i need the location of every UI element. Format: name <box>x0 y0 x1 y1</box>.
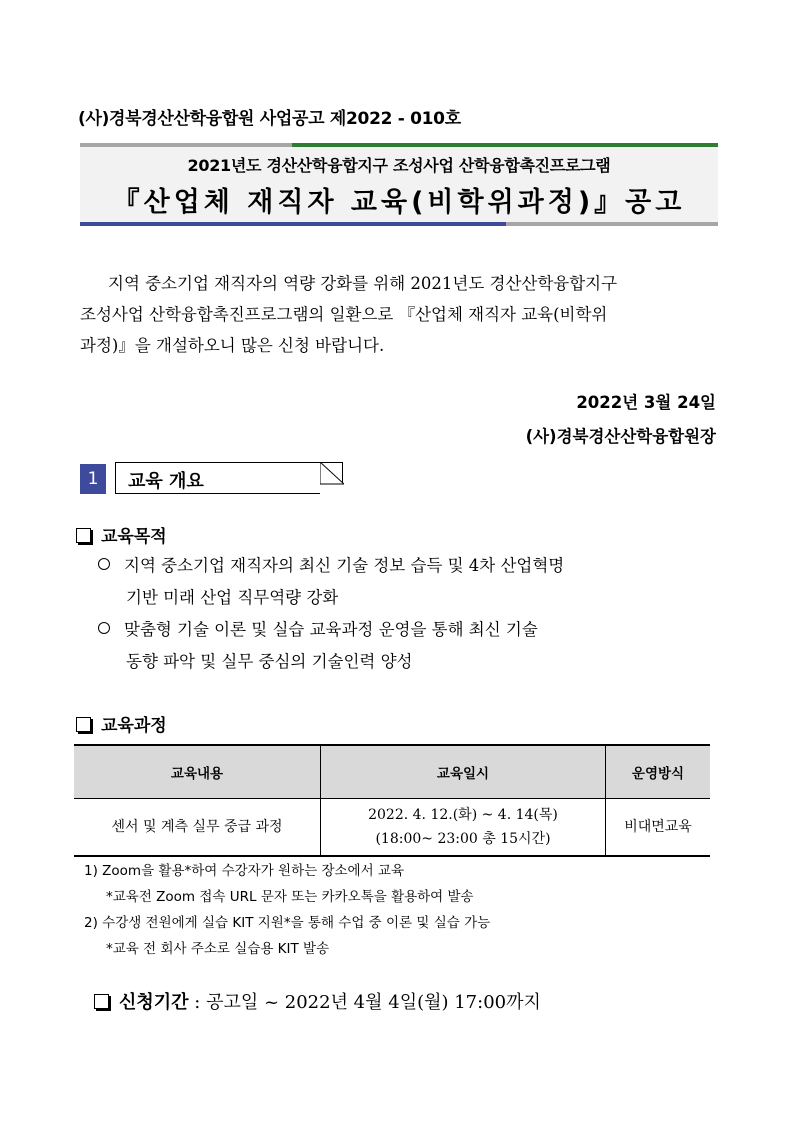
column-header-schedule: 교육일시 <box>321 745 606 799</box>
intro-line: 조성사업 산학융합촉진프로그램의 일환으로 『산업체 재직자 교육(비학위 <box>80 305 608 324</box>
program-subtitle: 2021년도 경산산학융합지구 조성사업 산학융합촉진프로그램 <box>187 156 611 175</box>
title-bottom-bar-gray <box>506 222 718 226</box>
course-heading <box>76 711 167 736</box>
course-method-cell: 비대면교육 <box>606 799 711 857</box>
intro-line: 지역 중소기업 재직자의 역량 강화를 위해 2021년도 경산산학융합지구 <box>108 274 618 293</box>
document-number: (사)경북경산산학융합원 사업공고 제2022 - 010호 <box>78 109 461 129</box>
circle-bullet-icon <box>98 622 110 634</box>
note-subitem: *교육 전 회사 주소로 실습용 KIT 발송 <box>106 941 330 957</box>
title-bottom-bar-blue <box>80 222 506 226</box>
application-period <box>94 988 541 1014</box>
purpose-item <box>98 613 538 646</box>
circle-bullet-icon <box>98 558 110 570</box>
section-number: 1 <box>80 464 106 494</box>
issue-date: 2022년 3월 24일 <box>576 393 716 412</box>
square-bullet-icon <box>76 528 91 543</box>
course-table <box>74 744 710 857</box>
application-value: : 공고일 ~ 2022년 4월 4일(월) 17:00까지 <box>188 992 541 1013</box>
purpose-item-continuation: 동향 파악 및 실무 중심의 기술인력 양성 <box>126 652 413 671</box>
folded-corner-icon <box>320 462 344 494</box>
intro-line: 과정)』을 개설하오니 많은 신청 바랍니다. <box>80 336 385 355</box>
purpose-item-continuation: 기반 미래 산업 직무역량 강화 <box>126 588 339 607</box>
purpose-heading <box>76 522 167 547</box>
purpose-item-text: 지역 중소기업 재직자의 최신 기술 정보 습득 및 4차 산업혁명 <box>124 556 565 575</box>
course-time: (18:00~ 23:00 총 15시간) <box>375 831 551 847</box>
course-date: 2022. 4. 12.(화) ~ 4. 14(목) <box>368 807 558 823</box>
table-header-row <box>74 745 710 799</box>
note-item: 1) Zoom을 활용*하여 수강자가 원하는 장소에서 교육 <box>84 863 405 879</box>
issuing-organization: (사)경북경산산학융합원장 <box>525 427 716 446</box>
square-bullet-icon <box>94 994 109 1009</box>
column-header-content: 교육내용 <box>74 745 321 799</box>
course-heading-text: 교육과정 <box>101 716 167 736</box>
purpose-item-text: 맞춤형 기술 이론 및 실습 교육과정 운영을 통해 최신 기술 <box>124 620 538 639</box>
course-schedule-cell <box>321 799 606 857</box>
square-bullet-icon <box>76 717 91 732</box>
purpose-item <box>98 549 564 582</box>
application-label: 신청기간 <box>119 992 189 1013</box>
section-title: 교육 개요 <box>128 471 204 492</box>
table-row <box>74 799 710 857</box>
notice-title: 『산업체 재직자 교육(비학위과정)』공고 <box>112 187 686 218</box>
note-subitem: *교육전 Zoom 접속 URL 문자 또는 카카오톡을 활용하여 발송 <box>106 889 474 905</box>
purpose-heading-text: 교육목적 <box>101 527 167 547</box>
note-item: 2) 수강생 전원에게 실습 KIT 지원*을 통해 수업 중 이론 및 실습 가능 <box>84 915 491 931</box>
course-content-cell: 센서 및 계측 실무 중급 과정 <box>74 799 321 857</box>
column-header-method: 운영방식 <box>606 745 711 799</box>
intro-paragraph <box>80 268 716 361</box>
course-notes <box>84 858 490 962</box>
